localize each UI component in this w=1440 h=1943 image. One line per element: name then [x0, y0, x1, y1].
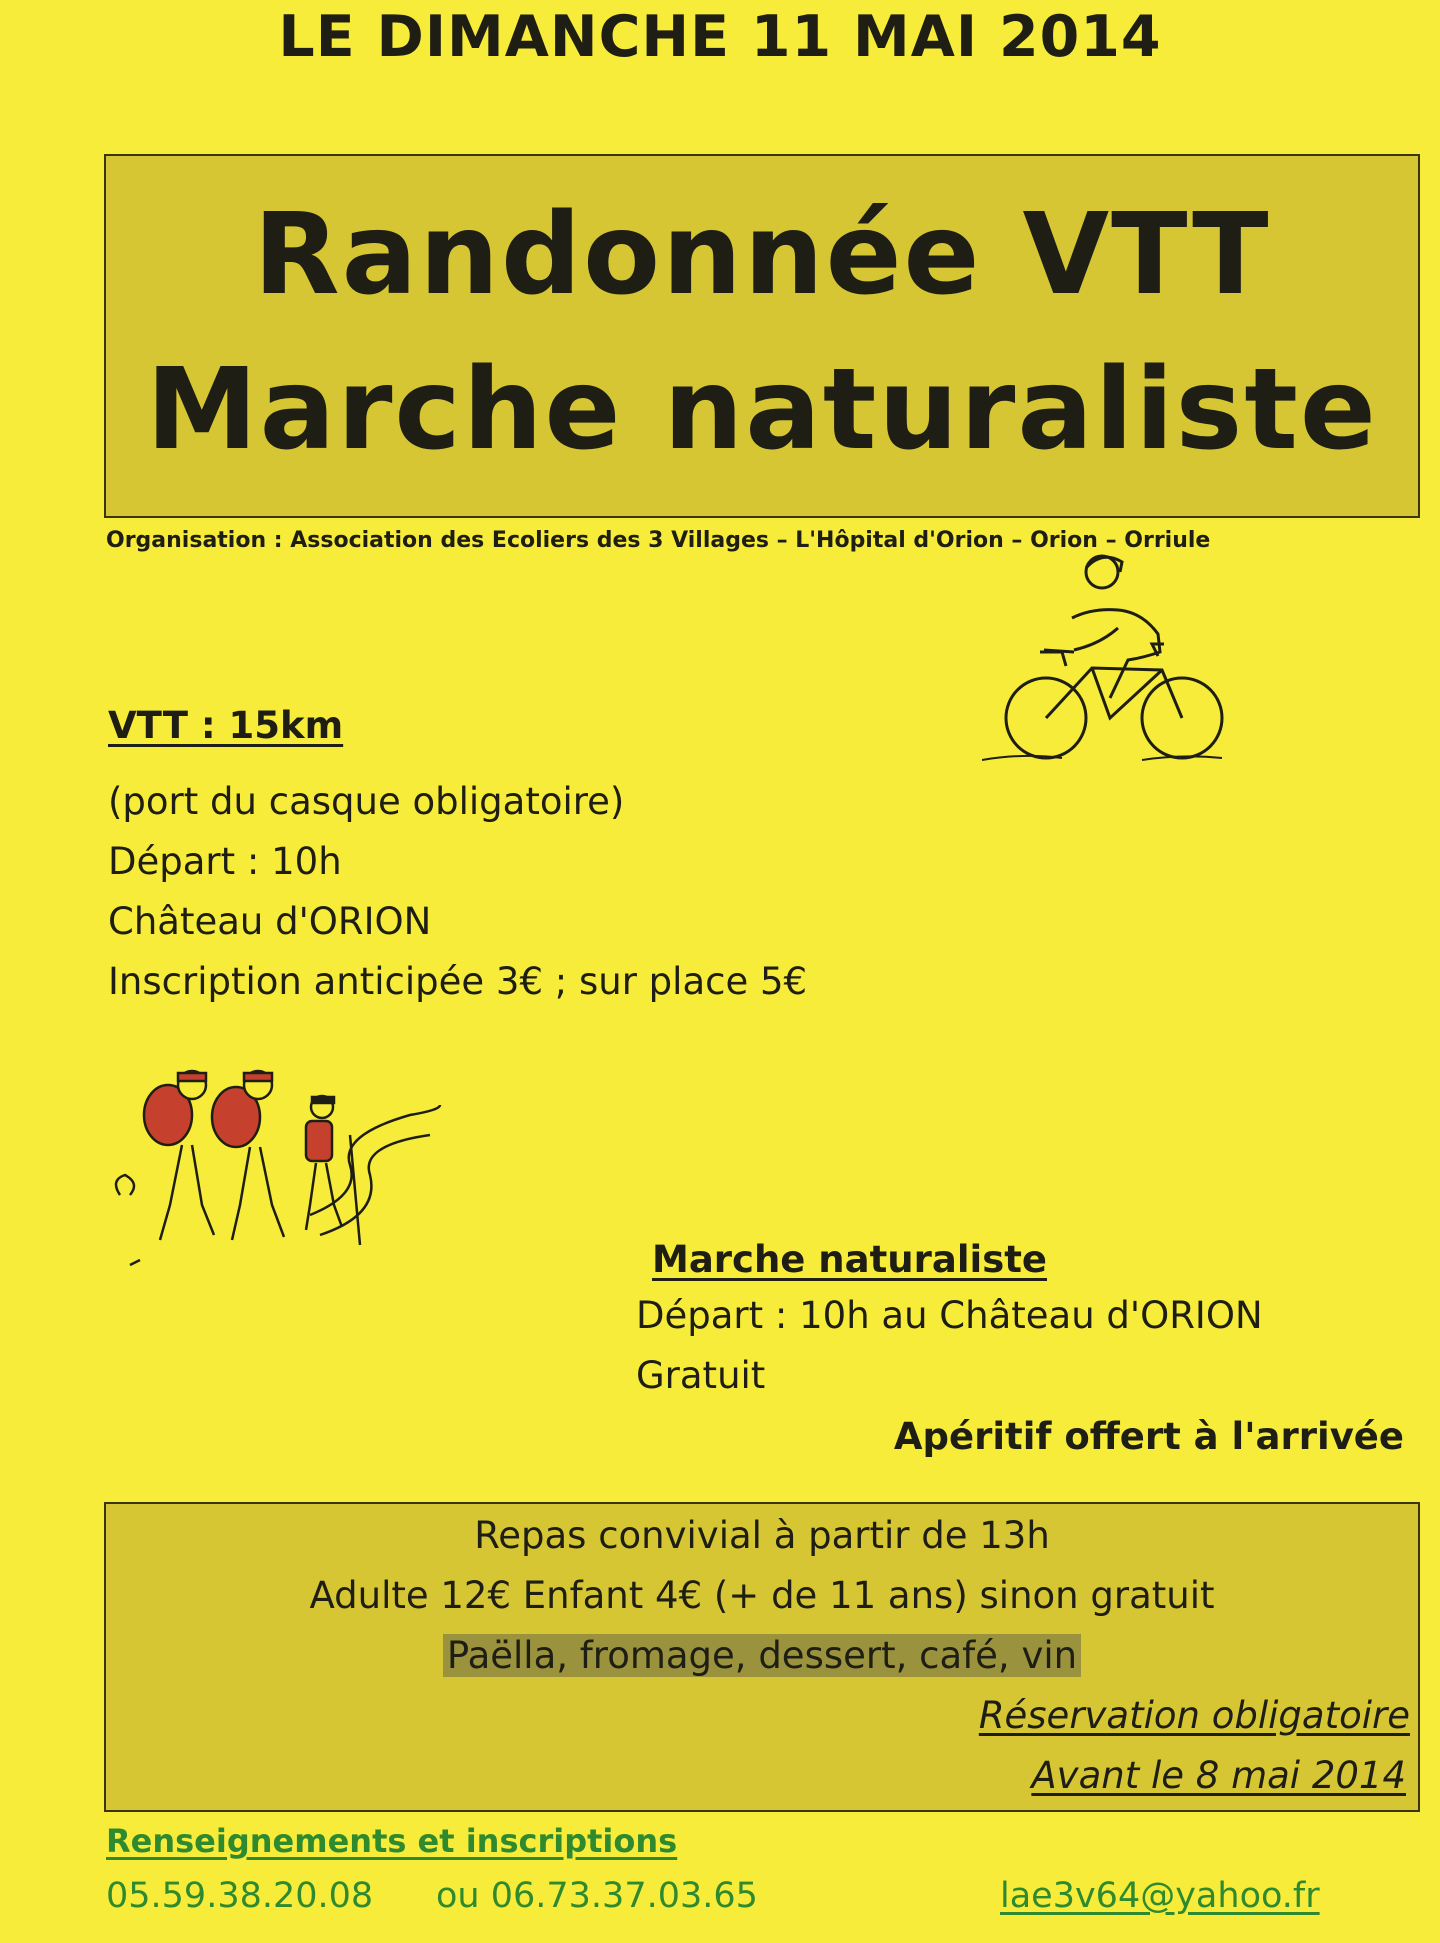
vtt-heading: VTT : 15km: [108, 704, 344, 747]
contact-heading: Renseignements et inscriptions: [106, 1822, 678, 1860]
organisation-text: Organisation : Association des Ecoliers des 3 Villages – L'Hôpital d'Orion – Orion – Orriule: [106, 528, 1211, 553]
contact-phone-1: 05.59.38.20.08: [106, 1876, 374, 1916]
event-date: LE DIMANCHE 11 MAI 2014: [278, 4, 1162, 70]
cyclist-illustration: [982, 548, 1232, 763]
vtt-line-helmet: (port du casque obligatoire): [108, 780, 625, 823]
vtt-line-departure: Départ : 10h: [108, 840, 342, 883]
reservation-notice: Réservation obligatoire: [978, 1694, 1410, 1737]
marche-line-free: Gratuit: [636, 1354, 766, 1397]
hikers-illustration: [110, 1055, 450, 1275]
contact-phone-2: ou 06.73.37.03.65: [436, 1876, 758, 1916]
meal-time: Repas convivial à partir de 13h: [474, 1514, 1050, 1557]
aperitif-text: Apéritif offert à l'arrivée: [893, 1415, 1404, 1458]
vtt-line-location: Château d'ORION: [108, 900, 432, 943]
title-line-1: Randonnée VTT: [253, 190, 1271, 320]
meal-menu-row: [104, 1634, 1420, 1677]
meal-prices: Adulte 12€ Enfant 4€ (+ de 11 ans) sinon gratuit: [309, 1574, 1215, 1617]
reservation-deadline: Avant le 8 mai 2014: [1031, 1754, 1406, 1797]
marche-line-departure: Départ : 10h au Château d'ORION: [636, 1294, 1263, 1337]
marche-heading: Marche naturaliste: [652, 1238, 1048, 1281]
contact-email[interactable]: lae3v64@yahoo.fr: [1000, 1876, 1320, 1916]
meal-menu: Paëlla, fromage, dessert, café, vin: [443, 1634, 1081, 1677]
title-line-2: Marche naturaliste: [146, 345, 1378, 475]
vtt-line-price: Inscription anticipée 3€ ; sur place 5€: [108, 960, 808, 1003]
